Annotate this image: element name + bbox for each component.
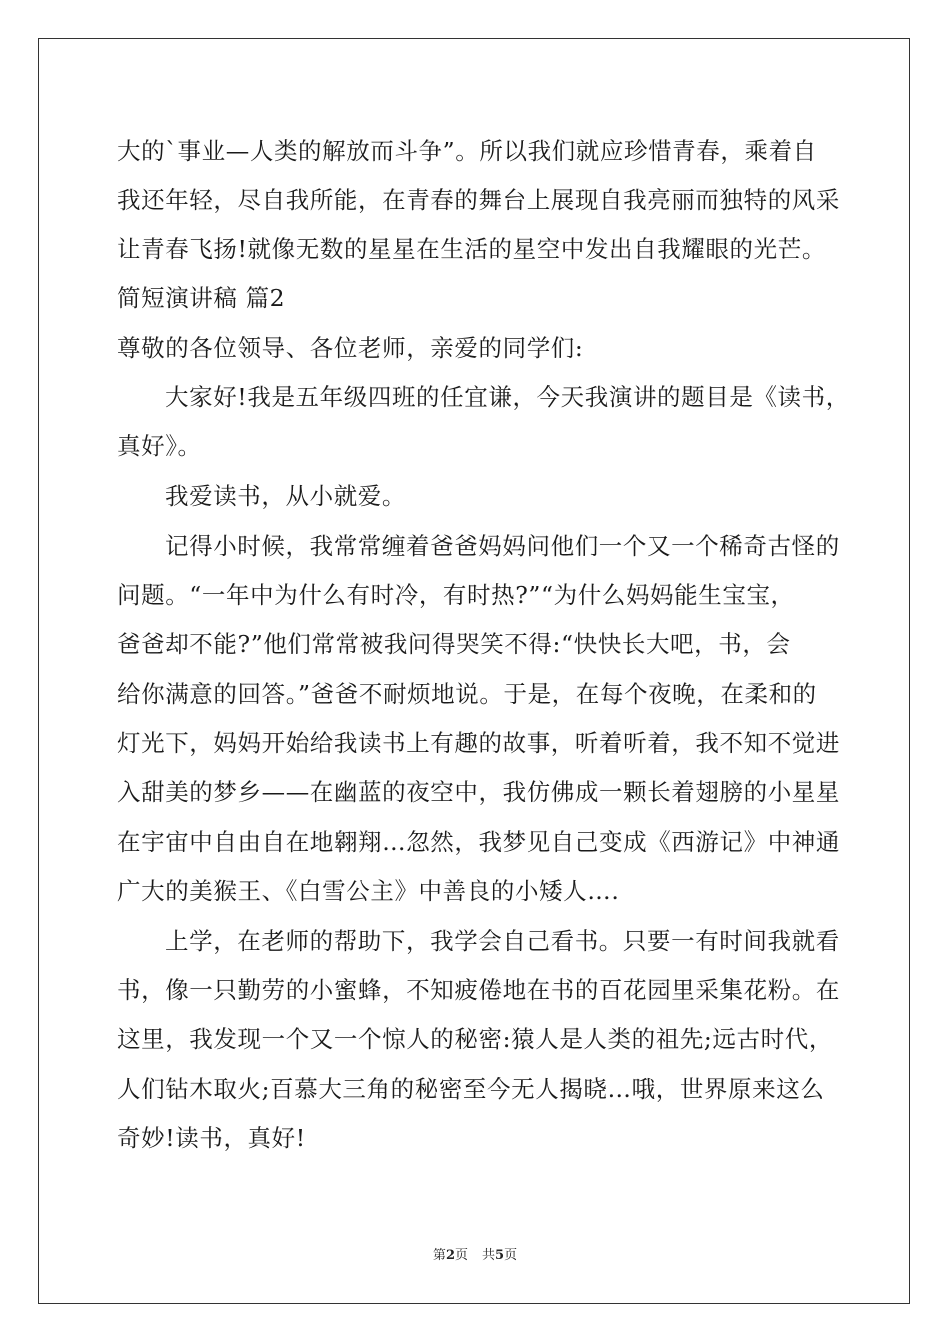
text-line: 在宇宙中自由自在地翱翔…忽然，我梦见自己变成《西游记》中神通: [117, 828, 840, 856]
total-pages: 5: [495, 1248, 505, 1263]
text-line: 大家好!我是五年级四班的任宜谦，今天我演讲的题目是《读书，: [165, 383, 850, 411]
text-line: 记得小时候，我常常缠着爸爸妈妈问他们一个又一个稀奇古怪的: [165, 532, 840, 560]
text-line: 给你满意的回答。”爸爸不耐烦地说。于是，在每个夜晚，在柔和的: [117, 680, 817, 708]
total-label-suffix: 页: [504, 1248, 518, 1263]
text-line: 入甜美的梦乡——在幽蓝的夜空中，我仿佛成一颗长着翅膀的小星星: [117, 778, 840, 806]
text-line: 奇妙!读书，真好!: [117, 1124, 306, 1152]
text-line: 让青春飞扬!就像无数的星星在生活的星空中发出自我耀眼的光芒。: [117, 235, 826, 263]
page-label-prefix: 第: [432, 1248, 446, 1263]
page-number: 2: [445, 1248, 455, 1263]
text-line: 我爱读书，从小就爱。: [165, 482, 406, 510]
section-heading: 简短演讲稿 篇2: [117, 284, 286, 312]
text-line: 灯光下，妈妈开始给我读书上有趣的故事，听着听着，我不知不觉进: [117, 729, 840, 757]
text-line: 广大的美猴王、《白雪公主》中善良的小矮人….: [117, 877, 620, 905]
text-line: 大的`事业—人类的解放而斗争”。所以我们就应珍惜青春，乘着自: [117, 137, 817, 165]
text-line: 真好》。: [117, 432, 202, 460]
total-label-prefix: 共: [482, 1248, 496, 1263]
page-label-suffix: 页: [454, 1248, 468, 1263]
salutation: 尊敬的各位领导、各位老师，亲爱的同学们:: [117, 334, 584, 362]
text-line: 我还年轻，尽自我所能，在青春的舞台上展现自我亮丽而独特的风采: [117, 186, 840, 214]
text-line: 问题。“一年中为什么有时冷，有时热?”“为什么妈妈能生宝宝，: [117, 581, 795, 609]
text-line: 这里，我发现一个又一个惊人的秘密:猿人是人类的祖先;远古时代，: [117, 1025, 833, 1053]
text-line: 人们钻木取火;百慕大三角的秘密至今无人揭晓…哦，世界原来这么: [117, 1075, 825, 1103]
page-border: [38, 38, 910, 1304]
page-footer: [0, 1247, 950, 1265]
text-line: 书，像一只勤劳的小蜜蜂，不知疲倦地在书的百花园里采集花粉。在: [117, 976, 840, 1004]
text-line: 上学，在老师的帮助下，我学会自己看书。只要一有时间我就看: [165, 927, 840, 955]
text-line: 爸爸却不能?”他们常常被我问得哭笑不得:“快快长大吧，书，会: [117, 630, 791, 658]
